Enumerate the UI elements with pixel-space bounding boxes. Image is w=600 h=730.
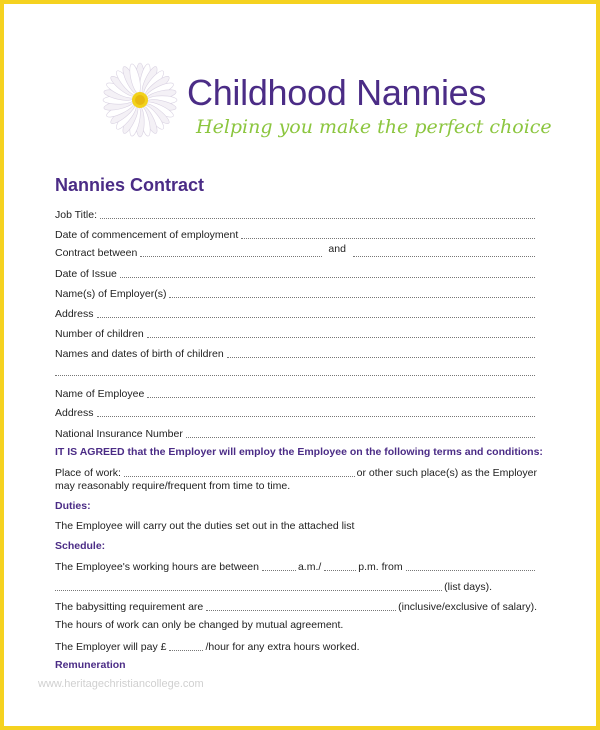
pay-rate-line[interactable] xyxy=(169,649,203,651)
contract-party2-line[interactable] xyxy=(353,255,535,257)
employee-address-line[interactable] xyxy=(97,415,535,417)
employee-name-line[interactable] xyxy=(147,396,535,398)
num-children-field[interactable] xyxy=(55,326,537,340)
daisy-logo-icon xyxy=(100,60,180,140)
job-title-label: Job Title: xyxy=(55,209,98,221)
duties-heading: Duties: xyxy=(55,500,91,512)
children-dob-line[interactable] xyxy=(227,356,535,358)
employer-address-line[interactable] xyxy=(97,316,535,318)
ni-number-line[interactable] xyxy=(186,436,535,438)
and-label: and xyxy=(328,243,346,255)
employee-address-field[interactable] xyxy=(55,405,537,419)
children-dob-extra-line[interactable] xyxy=(55,374,535,376)
contract-between-field[interactable] xyxy=(55,245,537,259)
children-dob-label: Names and dates of birth of children xyxy=(55,348,224,360)
contract-between-label: Contract between xyxy=(55,247,138,259)
watermark: www.heritagechristiancollege.com xyxy=(38,678,204,690)
employee-name-field[interactable] xyxy=(55,386,537,400)
children-dob-extra-field[interactable] xyxy=(55,364,537,378)
hours-prefix: The Employee's working hours are between xyxy=(55,561,259,573)
num-children-label: Number of children xyxy=(55,328,144,340)
place-line[interactable] xyxy=(124,475,355,477)
am-label: a.m./ xyxy=(297,561,322,573)
contract-party1-line[interactable] xyxy=(140,255,322,257)
extra-pay-field[interactable] xyxy=(55,639,360,653)
job-title-line[interactable] xyxy=(100,217,535,219)
duties-text: The Employee will carry out the duties set out in the attached list xyxy=(55,520,355,532)
date-issue-label: Date of Issue xyxy=(55,268,117,280)
ni-number-label: National Insurance Number xyxy=(55,428,183,440)
ni-number-field[interactable] xyxy=(55,426,537,440)
hours-am-line[interactable] xyxy=(262,569,296,571)
pay-prefix: The Employer will pay £ xyxy=(55,641,167,653)
hours-change-text: The hours of work can only be changed by mutual agreement. xyxy=(55,619,344,631)
place-suffix: or other such place(s) as the Employer xyxy=(356,467,537,479)
hours-from-line[interactable] xyxy=(406,569,535,571)
page-title: Nannies Contract xyxy=(55,175,205,195)
commencement-line[interactable] xyxy=(241,237,535,239)
employers-line[interactable] xyxy=(169,296,535,298)
employers-field[interactable] xyxy=(55,286,537,300)
babysitting-label: The babysitting requirement are xyxy=(55,601,204,613)
babysitting-field[interactable] xyxy=(55,599,537,613)
pm-label: p.m. from xyxy=(358,561,403,573)
place-of-work-field[interactable] xyxy=(55,465,537,479)
brand-name: Childhood Nannies xyxy=(187,72,487,113)
employer-address-label: Address xyxy=(55,308,94,320)
list-days-label: (list days). xyxy=(444,581,492,593)
children-dob-field[interactable] xyxy=(55,346,537,360)
pay-suffix: /hour for any extra hours worked. xyxy=(205,641,360,653)
babysitting-line[interactable] xyxy=(206,609,396,611)
brand-tagline: Helping you make the perfect choice xyxy=(196,116,552,138)
commencement-field[interactable] xyxy=(55,227,537,241)
employee-address-label: Address xyxy=(55,407,94,419)
job-title-field[interactable] xyxy=(55,207,537,221)
working-hours-field[interactable] xyxy=(55,559,537,573)
date-issue-field[interactable] xyxy=(55,266,537,280)
inclusive-label: (inclusive/exclusive of salary). xyxy=(398,601,537,613)
num-children-line[interactable] xyxy=(147,336,535,338)
place-label: Place of work: xyxy=(55,467,121,479)
date-issue-line[interactable] xyxy=(120,276,535,278)
list-days-line[interactable] xyxy=(55,589,442,591)
employer-address-field[interactable] xyxy=(55,306,537,320)
remuneration-heading: Remuneration xyxy=(55,659,126,671)
commencement-label: Date of commencement of employment xyxy=(55,229,239,241)
hours-pm-line[interactable] xyxy=(324,569,356,571)
place-line2: may reasonably require/frequent from time to time. xyxy=(55,480,291,492)
employers-label: Name(s) of Employer(s) xyxy=(55,288,167,300)
agreed-heading: IT IS AGREED that the Employer will employ the Employee on the following terms and conditions: xyxy=(55,446,543,458)
list-days-field[interactable] xyxy=(55,579,537,593)
employee-name-label: Name of Employee xyxy=(55,388,145,400)
schedule-heading: Schedule: xyxy=(55,540,106,552)
